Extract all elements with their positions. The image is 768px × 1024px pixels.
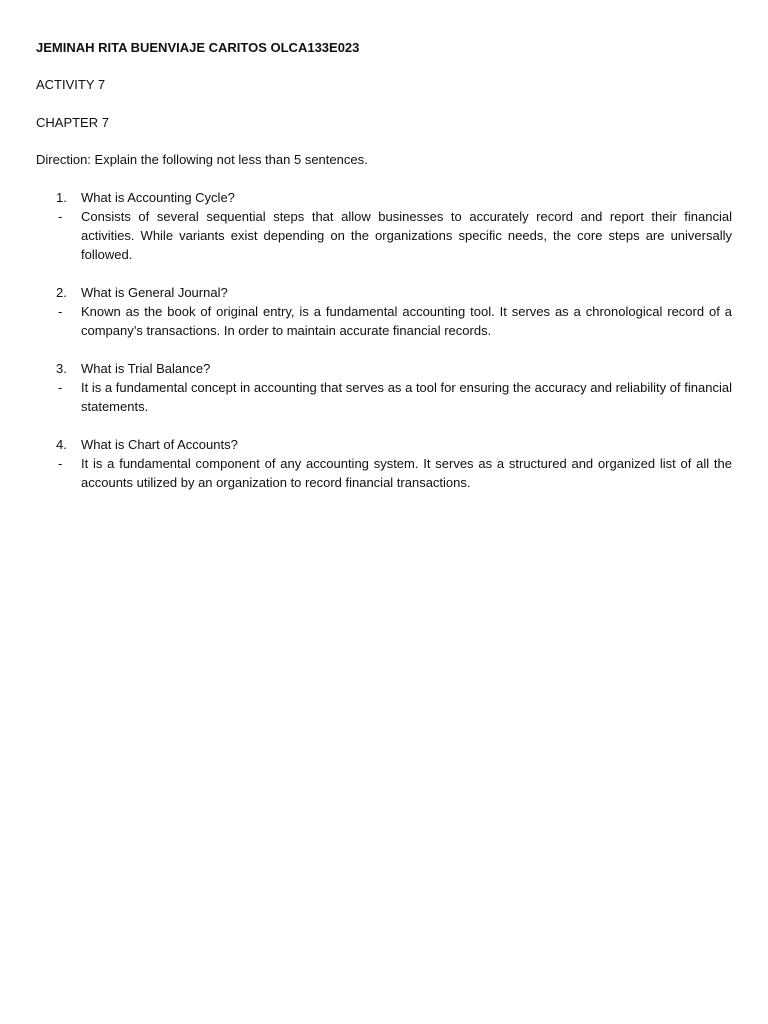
student-name-line: JEMINAH RITA BUENVIAJE CARITOS OLCA133E023 bbox=[36, 40, 360, 55]
answer-text: It is a fundamental concept in accounting that serves as a tool for ensuring the accuracy and reliability of financial statements. bbox=[81, 380, 732, 414]
answer-bullet: - bbox=[58, 456, 63, 471]
question-number: 2. bbox=[56, 285, 67, 300]
question-row bbox=[36, 188, 732, 207]
question-row bbox=[36, 435, 732, 454]
question-item-2 bbox=[36, 283, 732, 340]
direction-text: Direction: Explain the following not less than 5 sentences. bbox=[36, 152, 368, 167]
question-item-3 bbox=[36, 359, 732, 416]
question-number: 4. bbox=[56, 437, 67, 452]
answer-row bbox=[36, 207, 732, 264]
answer-text: It is a fundamental component of any accounting system. It serves as a structured and organized list of all the accounts utilized by an organization to record financial transactions. bbox=[81, 456, 732, 490]
question-number: 3. bbox=[56, 361, 67, 376]
activity-title: ACTIVITY 7 bbox=[36, 77, 106, 92]
chapter-title: CHAPTER 7 bbox=[36, 115, 109, 130]
answer-text: Known as the book of original entry, is a fundamental accounting tool. It serves as a chronological record of a company’s transactions. In order to maintain accurate financial records. bbox=[81, 304, 732, 338]
question-row bbox=[36, 283, 732, 302]
answer-row bbox=[36, 454, 732, 492]
answer-bullet: - bbox=[58, 380, 63, 395]
question-number: 1. bbox=[56, 190, 67, 205]
answer-row bbox=[36, 302, 732, 340]
question-row bbox=[36, 359, 732, 378]
answer-text: Consists of several sequential steps that allow businesses to accurately record and report their financial activities. While variants exist depending on the organizations specific needs, the core steps are universally followed. bbox=[81, 209, 732, 262]
question-item-1 bbox=[36, 188, 732, 264]
question-text: What is Chart of Accounts? bbox=[81, 437, 238, 452]
question-item-4 bbox=[36, 435, 732, 492]
question-text: What is Trial Balance? bbox=[81, 361, 211, 376]
question-text: What is General Journal? bbox=[81, 285, 228, 300]
answer-bullet: - bbox=[58, 209, 63, 224]
answer-bullet: - bbox=[58, 304, 63, 319]
answer-row bbox=[36, 378, 732, 416]
question-text: What is Accounting Cycle? bbox=[81, 190, 235, 205]
